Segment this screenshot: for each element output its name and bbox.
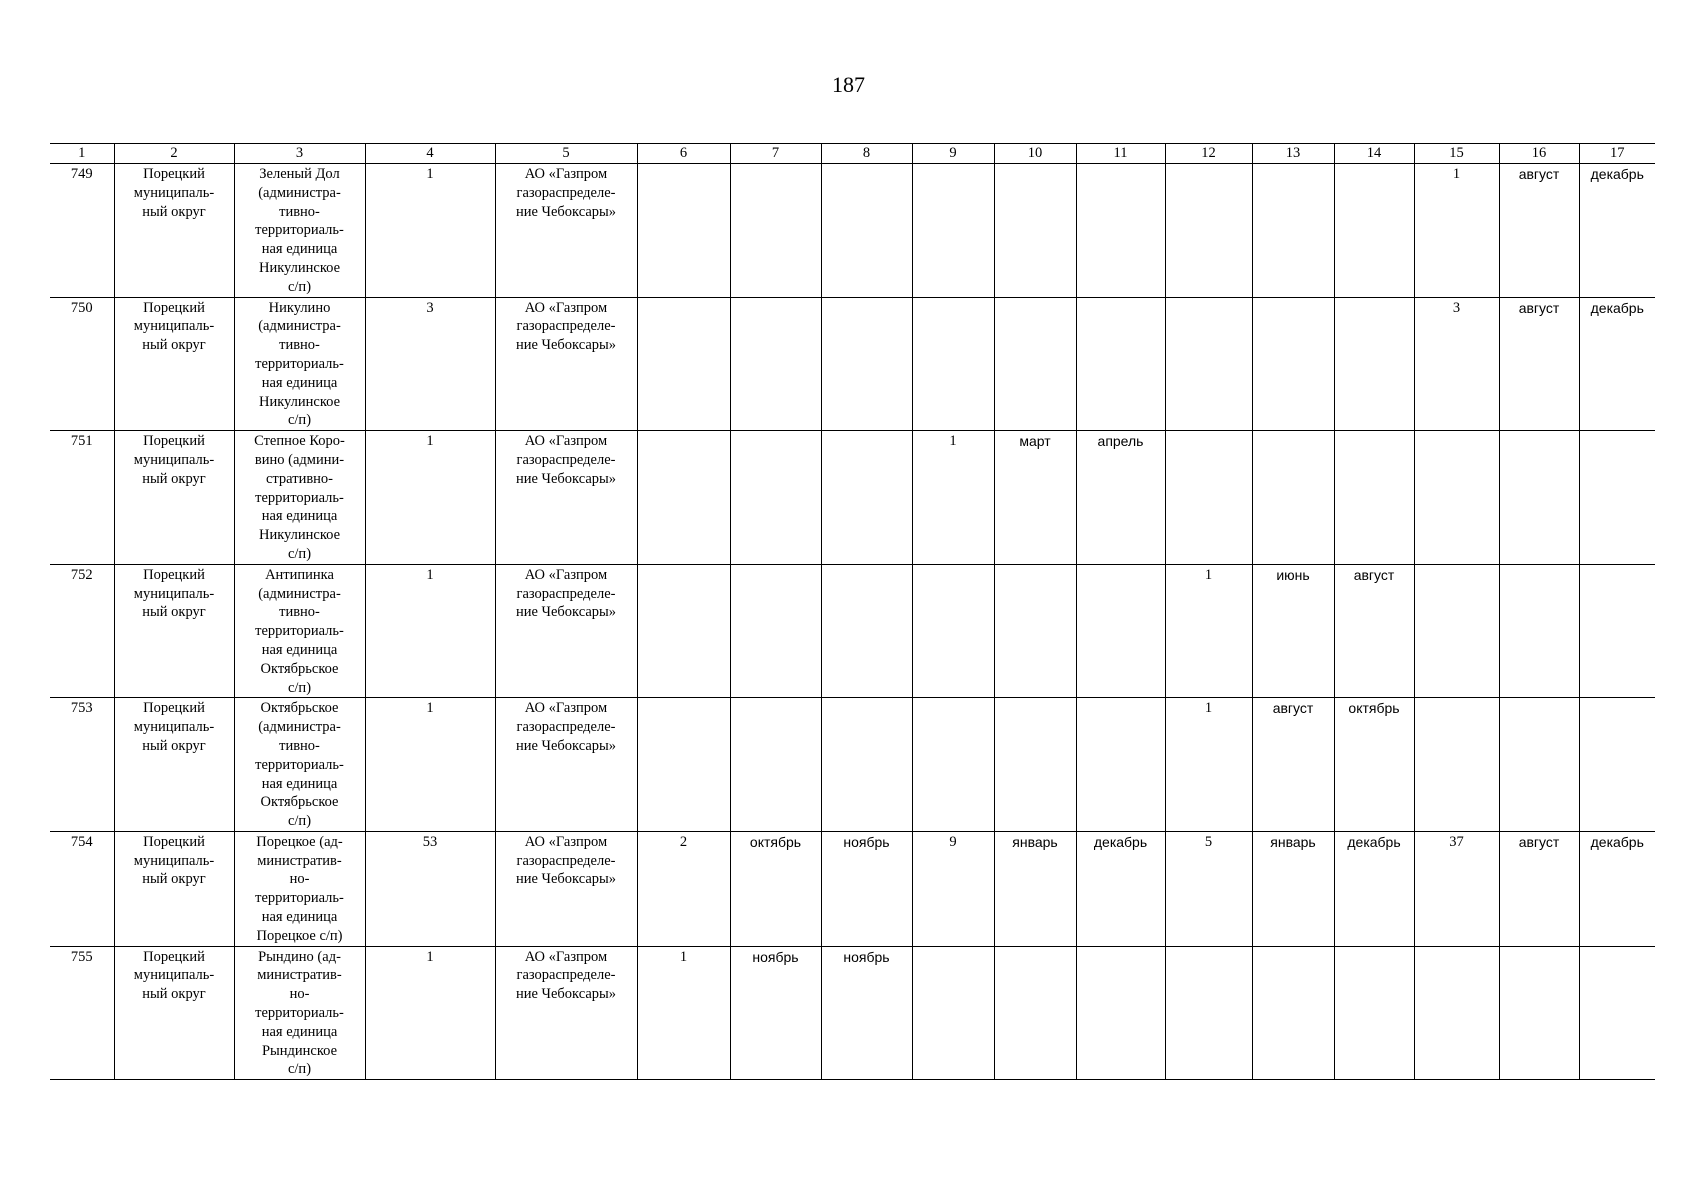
stage3-end-month (1334, 297, 1414, 431)
stage4-start-month (1499, 564, 1579, 698)
stage3-end-month (1334, 946, 1414, 1080)
district-cell: Порецкий муниципаль- ный округ (114, 698, 234, 832)
district-cell: Порецкий муниципаль- ный округ (114, 946, 234, 1080)
district-cell: Порецкий муниципаль- ный округ (114, 431, 234, 565)
stage4-end-month: декабрь (1579, 297, 1655, 431)
stage4-start-month: август (1499, 831, 1579, 946)
stage4-start-month (1499, 946, 1579, 1080)
table-row (50, 431, 1655, 565)
stage3-end-month: август (1334, 564, 1414, 698)
column-number-16: 16 (1499, 144, 1579, 164)
stage1-end-month (821, 564, 912, 698)
stage1-count-cell: 1 (637, 946, 730, 1080)
column-number-17: 17 (1579, 144, 1655, 164)
district-cell: Порецкий муниципаль- ный округ (114, 164, 234, 298)
organization-cell: АО «Газпром газораспределе- ние Чебоксары» (495, 831, 637, 946)
settlement-cell: Октябрьское (администра- тивно- территориаль- ная единица Октябрьское с/п) (234, 698, 365, 832)
settlement-cell: Порецкое (ад- министратив- но- территориаль- ная единица Порецкое с/п) (234, 831, 365, 946)
stage1-start-month (730, 431, 821, 565)
stage1-count-cell: 2 (637, 831, 730, 946)
stage1-end-month (821, 431, 912, 565)
stage2-count-cell (912, 164, 994, 298)
column-number-13: 13 (1252, 144, 1334, 164)
district-cell: Порецкий муниципаль- ный округ (114, 564, 234, 698)
column-number-4: 4 (365, 144, 495, 164)
stage4-count-cell: 1 (1414, 164, 1499, 298)
stage1-start-month: октябрь (730, 831, 821, 946)
table-row (50, 297, 1655, 431)
stage4-end-month (1579, 946, 1655, 1080)
stage3-count-cell (1165, 431, 1252, 565)
column-number-3: 3 (234, 144, 365, 164)
stage2-start-month (994, 698, 1076, 832)
stage2-end-month (1076, 164, 1165, 298)
district-cell: Порецкий муниципаль- ный округ (114, 831, 234, 946)
stage1-count-cell (637, 297, 730, 431)
stage4-end-month: декабрь (1579, 831, 1655, 946)
settlement-cell: Степное Коро- вино (админи- стративно- территориаль- ная единица Никулинское с/п) (234, 431, 365, 565)
stage2-end-month: апрель (1076, 431, 1165, 565)
stage1-count-cell (637, 431, 730, 565)
stage1-count-cell (637, 564, 730, 698)
stage1-end-month: ноябрь (821, 831, 912, 946)
total-count-cell: 53 (365, 831, 495, 946)
table-row (50, 564, 1655, 698)
stage2-start-month (994, 164, 1076, 298)
stage3-count-cell: 5 (1165, 831, 1252, 946)
stage3-start-month (1252, 164, 1334, 298)
gasification-schedule-table (50, 143, 1655, 1080)
stage4-count-cell (1414, 564, 1499, 698)
stage2-start-month (994, 946, 1076, 1080)
table-row (50, 698, 1655, 832)
stage1-start-month (730, 564, 821, 698)
stage4-count-cell (1414, 698, 1499, 832)
stage2-start-month: январь (994, 831, 1076, 946)
column-number-8: 8 (821, 144, 912, 164)
column-number-12: 12 (1165, 144, 1252, 164)
stage1-end-month (821, 297, 912, 431)
stage4-end-month (1579, 431, 1655, 565)
stage3-count-cell (1165, 946, 1252, 1080)
column-number-5: 5 (495, 144, 637, 164)
organization-cell: АО «Газпром газораспределе- ние Чебоксары» (495, 164, 637, 298)
stage3-count-cell (1165, 164, 1252, 298)
stage2-count-cell: 9 (912, 831, 994, 946)
stage3-start-month (1252, 946, 1334, 1080)
row-number: 752 (50, 564, 114, 698)
stage4-end-month: декабрь (1579, 164, 1655, 298)
stage4-count-cell (1414, 431, 1499, 565)
row-number: 751 (50, 431, 114, 565)
stage2-count-cell: 1 (912, 431, 994, 565)
stage4-start-month: август (1499, 297, 1579, 431)
column-number-10: 10 (994, 144, 1076, 164)
organization-cell: АО «Газпром газораспределе- ние Чебоксары» (495, 297, 637, 431)
stage2-end-month (1076, 946, 1165, 1080)
stage3-start-month (1252, 431, 1334, 565)
stage2-count-cell (912, 698, 994, 832)
row-number: 755 (50, 946, 114, 1080)
total-count-cell: 1 (365, 698, 495, 832)
stage4-start-month (1499, 698, 1579, 832)
stage4-count-cell (1414, 946, 1499, 1080)
total-count-cell: 1 (365, 564, 495, 698)
column-number-7: 7 (730, 144, 821, 164)
total-count-cell: 3 (365, 297, 495, 431)
row-number: 753 (50, 698, 114, 832)
stage1-count-cell (637, 164, 730, 298)
column-number-2: 2 (114, 144, 234, 164)
column-number-15: 15 (1414, 144, 1499, 164)
column-number-14: 14 (1334, 144, 1414, 164)
stage4-end-month (1579, 564, 1655, 698)
settlement-cell: Рындино (ад- министратив- но- территориаль- ная единица Рындинское с/п) (234, 946, 365, 1080)
total-count-cell: 1 (365, 164, 495, 298)
organization-cell: АО «Газпром газораспределе- ние Чебоксары» (495, 698, 637, 832)
total-count-cell: 1 (365, 946, 495, 1080)
stage4-count-cell: 3 (1414, 297, 1499, 431)
stage3-start-month (1252, 297, 1334, 431)
settlement-cell: Зеленый Дол (администра- тивно- территориаль- ная единица Никулинское с/п) (234, 164, 365, 298)
stage3-end-month (1334, 164, 1414, 298)
organization-cell: АО «Газпром газораспределе- ние Чебоксары» (495, 946, 637, 1080)
stage1-start-month (730, 698, 821, 832)
stage1-start-month (730, 297, 821, 431)
stage4-start-month: август (1499, 164, 1579, 298)
stage4-start-month (1499, 431, 1579, 565)
stage1-start-month (730, 164, 821, 298)
stage3-end-month: декабрь (1334, 831, 1414, 946)
stage1-count-cell (637, 698, 730, 832)
stage3-count-cell (1165, 297, 1252, 431)
stage2-end-month (1076, 297, 1165, 431)
stage3-end-month: октябрь (1334, 698, 1414, 832)
stage2-end-month (1076, 698, 1165, 832)
stage2-end-month (1076, 564, 1165, 698)
page-number: 187 (832, 72, 865, 97)
total-count-cell: 1 (365, 431, 495, 565)
row-number: 749 (50, 164, 114, 298)
stage2-count-cell (912, 297, 994, 431)
stage4-end-month (1579, 698, 1655, 832)
stage2-start-month (994, 564, 1076, 698)
stage3-start-month: январь (1252, 831, 1334, 946)
column-number-6: 6 (637, 144, 730, 164)
table-row (50, 946, 1655, 1080)
stage3-start-month: август (1252, 698, 1334, 832)
table-body (50, 164, 1655, 1080)
stage2-start-month (994, 297, 1076, 431)
stage1-end-month (821, 698, 912, 832)
stage4-count-cell: 37 (1414, 831, 1499, 946)
stage2-count-cell (912, 564, 994, 698)
organization-cell: АО «Газпром газораспределе- ние Чебоксары» (495, 431, 637, 565)
row-number: 750 (50, 297, 114, 431)
column-number-9: 9 (912, 144, 994, 164)
stage2-start-month: март (994, 431, 1076, 565)
stage3-count-cell: 1 (1165, 564, 1252, 698)
table-row (50, 164, 1655, 298)
stage2-end-month: декабрь (1076, 831, 1165, 946)
organization-cell: АО «Газпром газораспределе- ние Чебоксары» (495, 564, 637, 698)
stage3-start-month: июнь (1252, 564, 1334, 698)
column-number-1: 1 (50, 144, 114, 164)
stage3-end-month (1334, 431, 1414, 565)
stage2-count-cell (912, 946, 994, 1080)
row-number: 754 (50, 831, 114, 946)
stage1-end-month: ноябрь (821, 946, 912, 1080)
stage1-end-month (821, 164, 912, 298)
column-number-header-row (50, 144, 1655, 164)
table-row (50, 831, 1655, 946)
settlement-cell: Никулино (администра- тивно- территориаль- ная единица Никулинское с/п) (234, 297, 365, 431)
column-number-11: 11 (1076, 144, 1165, 164)
settlement-cell: Антипинка (администра- тивно- территориаль- ная единица Октябрьское с/п) (234, 564, 365, 698)
stage3-count-cell: 1 (1165, 698, 1252, 832)
stage1-start-month: ноябрь (730, 946, 821, 1080)
district-cell: Порецкий муниципаль- ный округ (114, 297, 234, 431)
